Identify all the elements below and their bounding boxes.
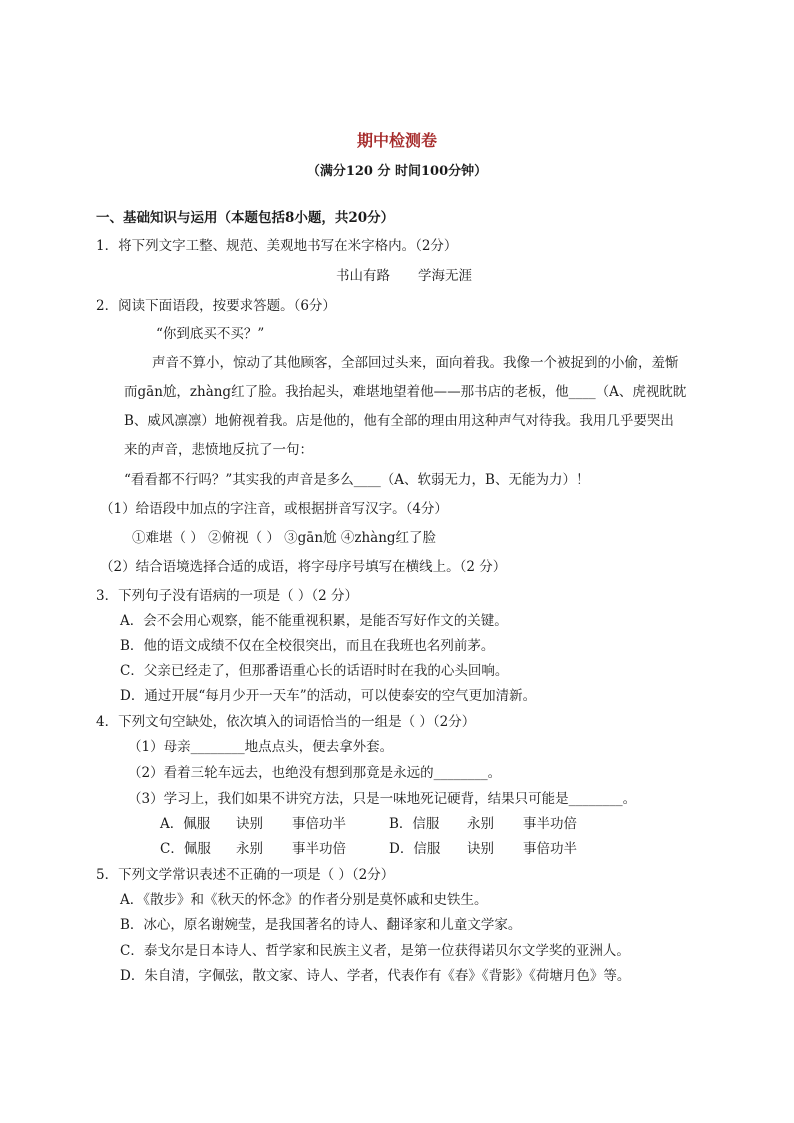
q4-option-d	[389, 839, 577, 859]
q3-stem: 3．下列句子没有语病的一项是（ ）（2 分）	[96, 588, 359, 604]
q3-option: A．会不会用心观察，能不能重视积累，是能否写好作文的关键。	[120, 613, 508, 629]
q4-option-d-word1: D．信服	[389, 841, 441, 857]
q2-stem: 2．阅读下面语段，按要求答题。（6分）	[96, 298, 336, 314]
q2-passage-line: 来的声音，悲愤地反抗了一句：	[124, 442, 313, 458]
q4-sentence: （1）母亲________地点点头，便去拿外套。	[128, 739, 394, 755]
q4-option-b-word2: 永别	[467, 816, 494, 832]
q5-option: D．朱自清，字佩弦，散文家、诗人、学者，代表作有《春》《背影》《荷塘月色》等。	[120, 968, 631, 984]
exam-subtitle: （满分120 分 时间100分钟）	[306, 164, 488, 179]
q2-sub2: （2）结合语境选择合适的成语，将字母序号填写在横线上。（2 分）	[100, 559, 507, 575]
q4-option-d-word2: 诀别	[467, 841, 494, 857]
q4-option-a-word3: 事倍功半	[292, 816, 346, 832]
q4-option-c-word1: C．佩服	[160, 841, 211, 857]
q4-option-c-word3: 事半功倍	[292, 841, 346, 857]
q2-sub1: （1）给语段中加点的字注音，或根据拼音写汉字。（4分）	[100, 501, 448, 517]
q5-option: B．冰心，原名谢婉莹，是我国著名的诗人、翻译家和儿童文学家。	[120, 917, 522, 933]
q5-option: A．《散步》和《秋天的怀念》的作者分别是莫怀戚和史铁生。	[120, 892, 488, 908]
q2-passage-line: “你到底买不买？”	[156, 326, 265, 342]
q4-option-b	[389, 814, 577, 834]
q4-sentence: （2）看着三轮车远去，也绝没有想到那竟是永远的________。	[128, 765, 502, 781]
q3-option: D．通过开展“每月少开一天车”的活动，可以使泰安的空气更加清新。	[120, 688, 537, 704]
q5-stem: 5．下列文学常识表述不正确的一项是（ ）（2分）	[96, 867, 395, 883]
q1-phrases	[336, 266, 472, 286]
exam-title: 期中检测卷	[356, 131, 437, 150]
q4-option-d-word3: 事倍功半	[523, 841, 577, 857]
q4-option-c-word2: 永别	[236, 841, 263, 857]
q4-option-c	[160, 839, 346, 859]
q2-passage-line: B、威风凛凛）地俯视着我。店是他的，他有全部的理由用这种声气对待我。我用几乎要哭出	[124, 413, 674, 429]
q2-sub1-items: ①难堪（ ） ②俯视（ ） ③gān尬 ④zhàng红了脸	[132, 530, 437, 546]
q3-option: B．他的语文成绩不仅在全校很突出，而且在我班也名列前茅。	[120, 638, 495, 654]
q2-passage-line: 声音不算小，惊动了其他顾客，全部回过头来，面向着我。我像一个被捉到的小偷，羞惭	[152, 355, 679, 371]
q2-passage-line: 而gān尬，zhàng红了脸。我抬起头，难堪地望着他——那书店的老板，他____（A、虎视眈眈	[124, 384, 687, 400]
q1-stem: 1．将下列文字工整、规范、美观地书写在米字格内。（2分）	[96, 238, 458, 254]
q4-option-b-word1: B．信服	[389, 816, 440, 832]
q4-stem: 4．下列文句空缺处，依次填入的词语恰当的一组是（ ）（2分）	[96, 714, 476, 730]
q1-phrase-a: 书山有路	[336, 268, 390, 284]
q4-option-a	[160, 814, 346, 834]
q4-option-a-word2: 诀别	[236, 816, 263, 832]
q1-phrase-b: 学海无涯	[418, 268, 472, 284]
q3-option: C．父亲已经走了，但那番语重心长的话语时时在我的心头回响。	[120, 663, 509, 679]
q2-passage-line: “看看都不行吗？”其实我的声音是多么____（A、软弱无力，B、无能为力）！	[124, 472, 590, 488]
q4-option-a-word1: A．佩服	[160, 816, 211, 832]
section-heading: 一、基础知识与运用（本题包括8小题，共20分）	[96, 210, 395, 226]
q5-option: C．泰戈尔是日本诗人、哲学家和民族主义者，是第一位获得诺贝尔文学奖的亚洲人。	[120, 943, 630, 959]
q4-option-b-word3: 事半功倍	[523, 816, 577, 832]
q4-sentence: （3）学习上，我们如果不讲究方法，只是一味地死记硬背，结果只可能是________。	[128, 791, 637, 807]
